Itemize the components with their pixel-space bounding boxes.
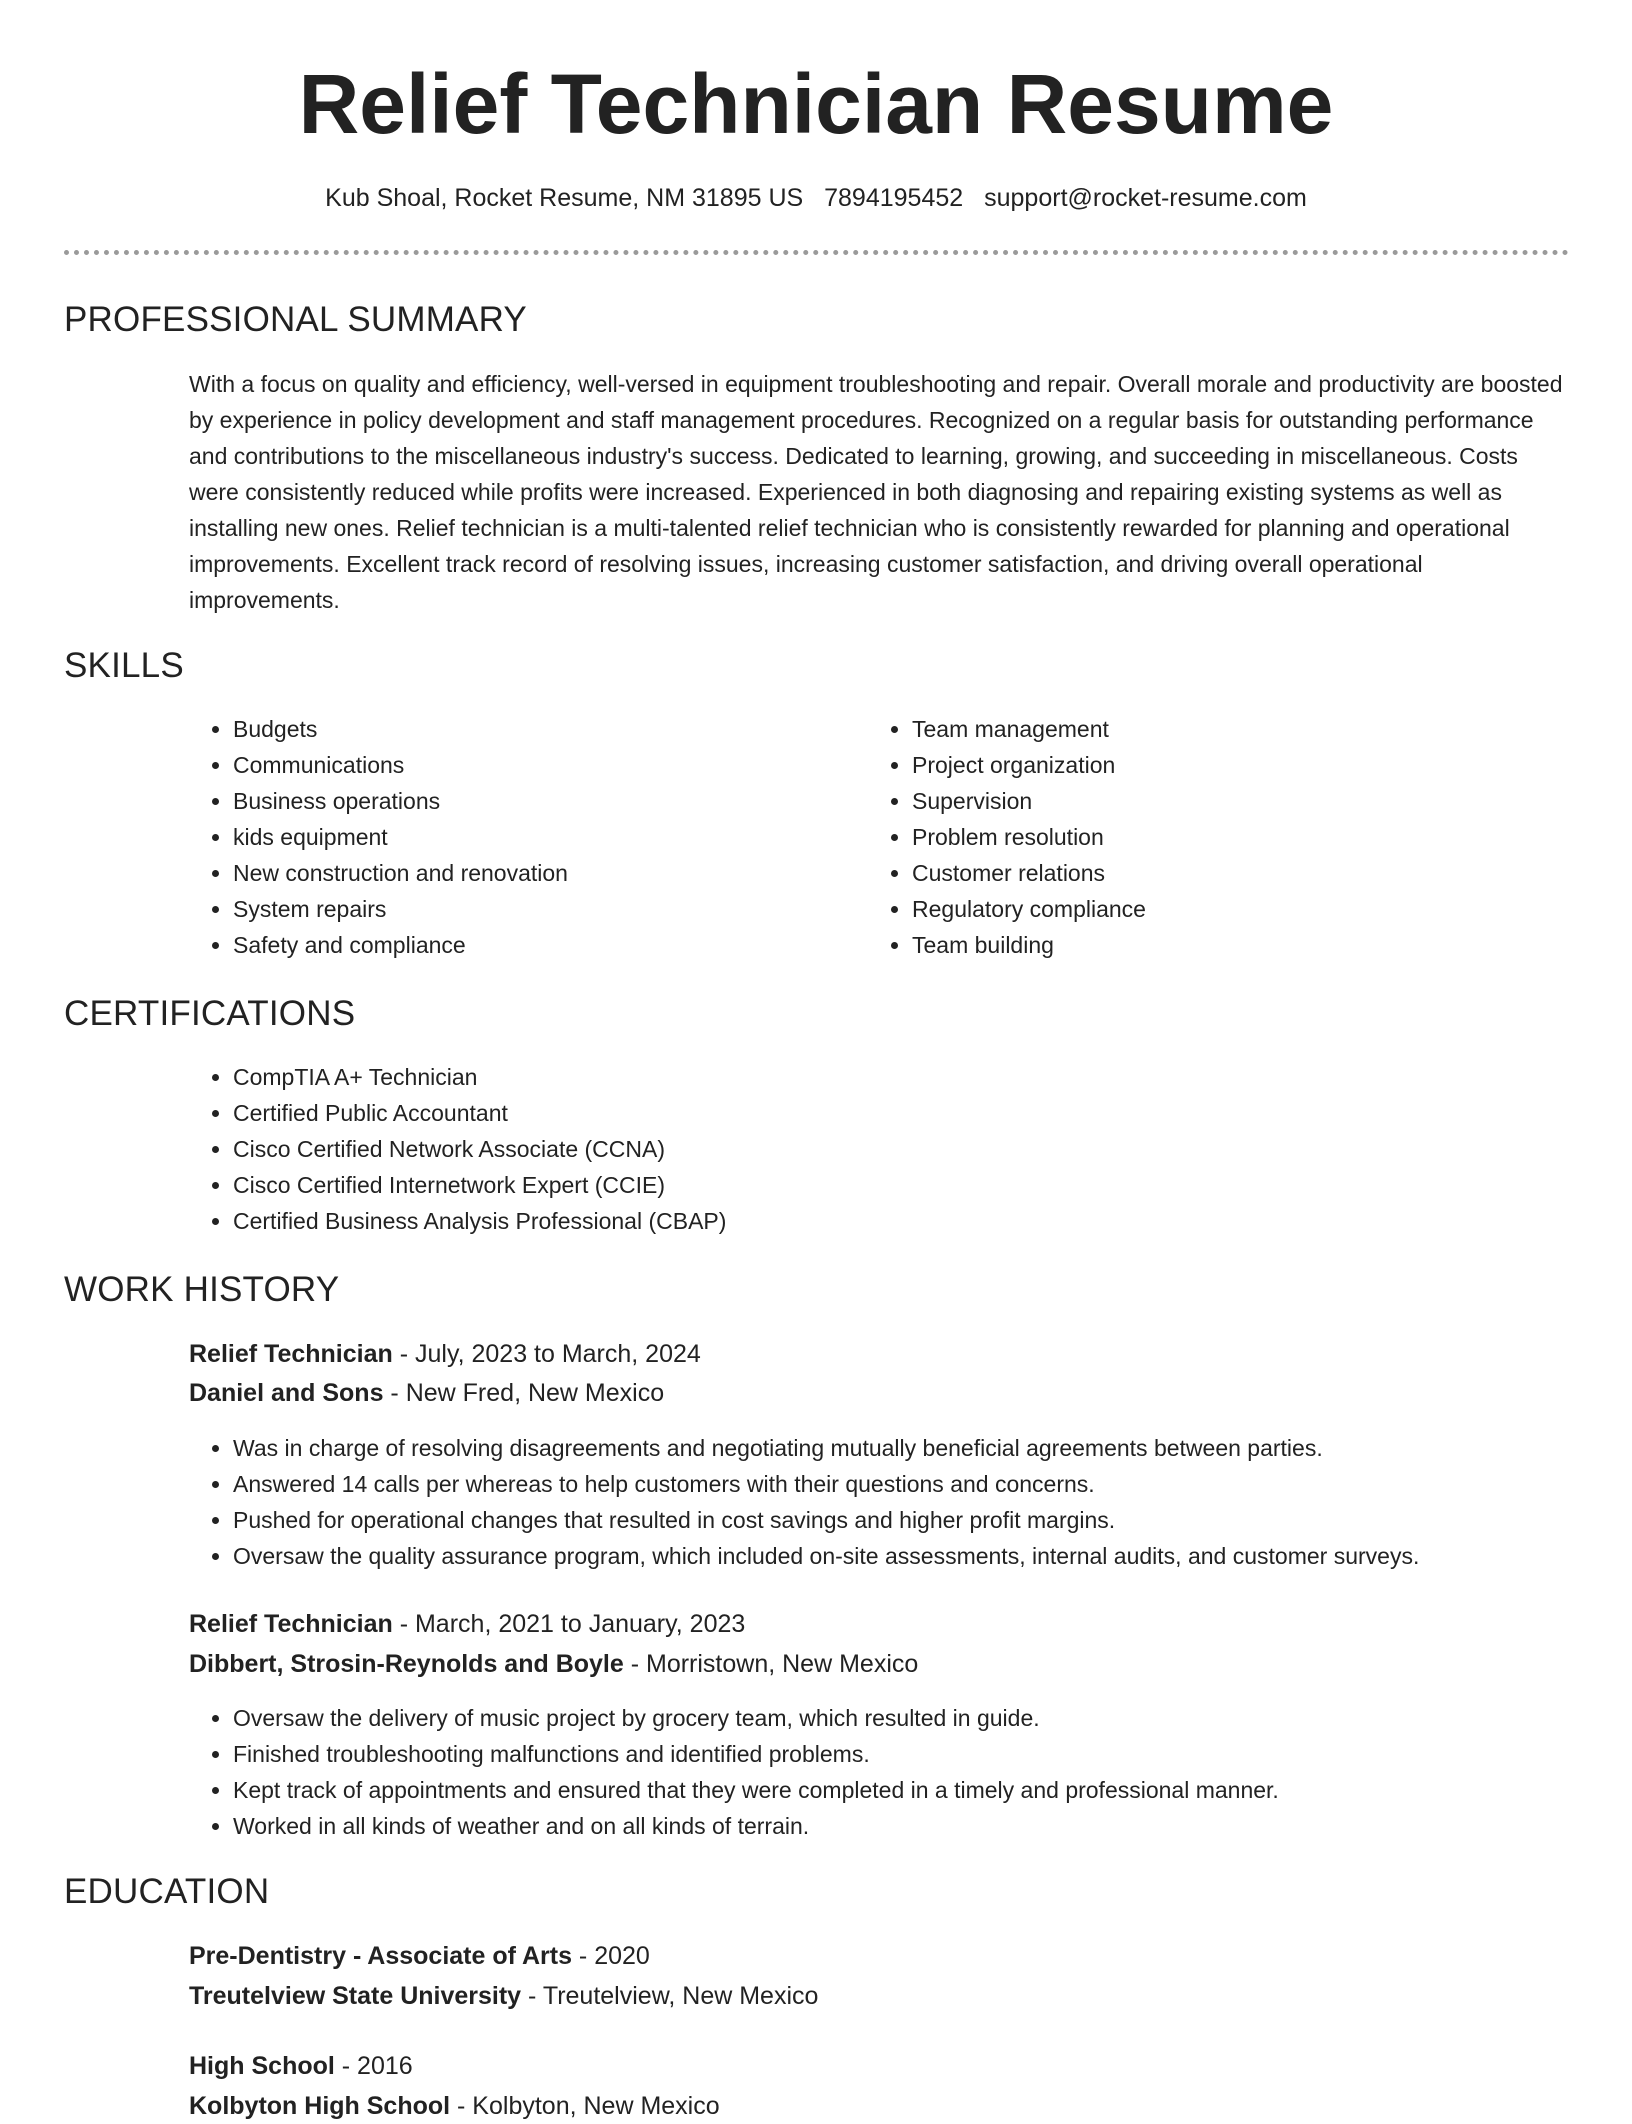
certification-item: • Cisco Certified Internetwork Expert (CCIE) [233,1167,726,1203]
education-school-line [189,2088,720,2124]
job-company: Daniel and Sons [189,1379,384,1407]
certifications-list [189,1059,726,1239]
section-heading-skills: SKILLS [64,646,184,685]
education-degree: Pre-Dentistry - Associate of Arts [189,1942,572,1970]
skill-item: • Team building [912,927,1146,963]
header-divider [64,250,1569,255]
job-dates: - March, 2021 to January, 2023 [392,1610,746,1638]
section-heading-education: EDUCATION [64,1872,270,1911]
job-company-line [189,1646,918,1682]
job-bullet: • Oversaw the quality assurance program, which included on-site assessments, internal audits, and customer surveys. [233,1538,1419,1574]
contact-phone: 7894195452 [824,184,964,212]
job-location: - Morristown, New Mexico [623,1650,919,1678]
skills-list-right [868,711,1146,963]
job-title-line [189,1336,701,1372]
job-dates: - July, 2023 to March, 2024 [392,1340,701,1368]
job-title-line [189,1606,745,1642]
resume-title: Relief Technician Resume [298,57,1334,151]
certification-item: • Certified Business Analysis Professional (CBAP) [233,1203,726,1239]
job-bullet: • Was in charge of resolving disagreements and negotiating mutually beneficial agreements between parties. [233,1430,1419,1466]
education-location: - Kolbyton, New Mexico [450,2092,720,2120]
job-location: - New Fred, New Mexico [383,1379,665,1407]
job-bullets [189,1700,1279,1844]
job-bullets [189,1430,1419,1574]
skill-item: • Regulatory compliance [912,891,1146,927]
skill-item: • kids equipment [233,819,568,855]
section-heading-summary: PROFESSIONAL SUMMARY [64,300,527,339]
job-bullet: • Worked in all kinds of weather and on all kinds of terrain. [233,1808,1279,1844]
job-bullet: • Kept track of appointments and ensured that they were completed in a timely and professional manner. [233,1772,1279,1808]
skills-list-left [189,711,568,963]
section-heading-certifications: CERTIFICATIONS [64,994,356,1033]
section-heading-work-history: WORK HISTORY [64,1270,340,1309]
certification-item: • Certified Public Accountant [233,1095,726,1131]
summary-text: With a focus on quality and efficiency, well-versed in equipment troubleshooting and repair. Overall morale and productivity are boosted by experience in policy development and staff management procedures. Recognized on a regular basis for outstanding performance and contributions to the miscellaneous industry's success. Dedicated to learning, growing, and succeeding in miscellaneous. Costs were consistently reduced while profits were increased. Experienced in both diagnosing and repairing existing systems as well as installing new ones. Relief technician is a multi-talented relief technician who is consistently rewarded for planning and operational improvements. Excellent track record of resolving issues, increasing customer satisfaction, and driving overall operational improvements. [189,371,1563,613]
job-bullet: • Finished troubleshooting malfunctions and identified problems. [233,1736,1279,1772]
education-degree-line [189,1938,650,1974]
certification-item: • Cisco Certified Network Associate (CCNA) [233,1131,726,1167]
skill-item: • Business operations [233,783,568,819]
job-bullet: • Oversaw the delivery of music project by grocery team, which resulted in guide. [233,1700,1279,1736]
education-degree: High School [189,2052,335,2080]
skill-item: • New construction and renovation [233,855,568,891]
skill-item: • System repairs [233,891,568,927]
contact-line [0,180,1632,216]
skill-item: • Customer relations [912,855,1146,891]
education-year: - 2020 [571,1942,650,1970]
education-school: Treutelview State University [189,1982,522,2010]
skill-item: • Safety and compliance [233,927,568,963]
skill-item: • Problem resolution [912,819,1146,855]
education-year: - 2016 [334,2052,413,2080]
certification-item: • CompTIA A+ Technician [233,1059,726,1095]
skill-item: • Supervision [912,783,1146,819]
job-company: Dibbert, Strosin-Reynolds and Boyle [189,1650,624,1678]
skill-item: • Team management [912,711,1146,747]
job-company-line [189,1375,664,1411]
contact-address: Kub Shoal, Rocket Resume, NM 31895 US [325,184,804,212]
contact-email: support@rocket-resume.com [984,184,1307,212]
skill-item: • Budgets [233,711,568,747]
job-bullet: • Answered 14 calls per whereas to help customers with their questions and concerns. [233,1466,1419,1502]
education-degree-line [189,2048,413,2084]
job-title: Relief Technician [189,1610,393,1638]
education-school: Kolbyton High School [189,2092,451,2120]
skill-item: • Communications [233,747,568,783]
job-bullet: • Pushed for operational changes that resulted in cost savings and higher profit margins. [233,1502,1419,1538]
skill-item: • Project organization [912,747,1146,783]
education-school-line [189,1978,818,2014]
job-title: Relief Technician [189,1340,393,1368]
education-location: - Treutelview, New Mexico [521,1982,819,2010]
